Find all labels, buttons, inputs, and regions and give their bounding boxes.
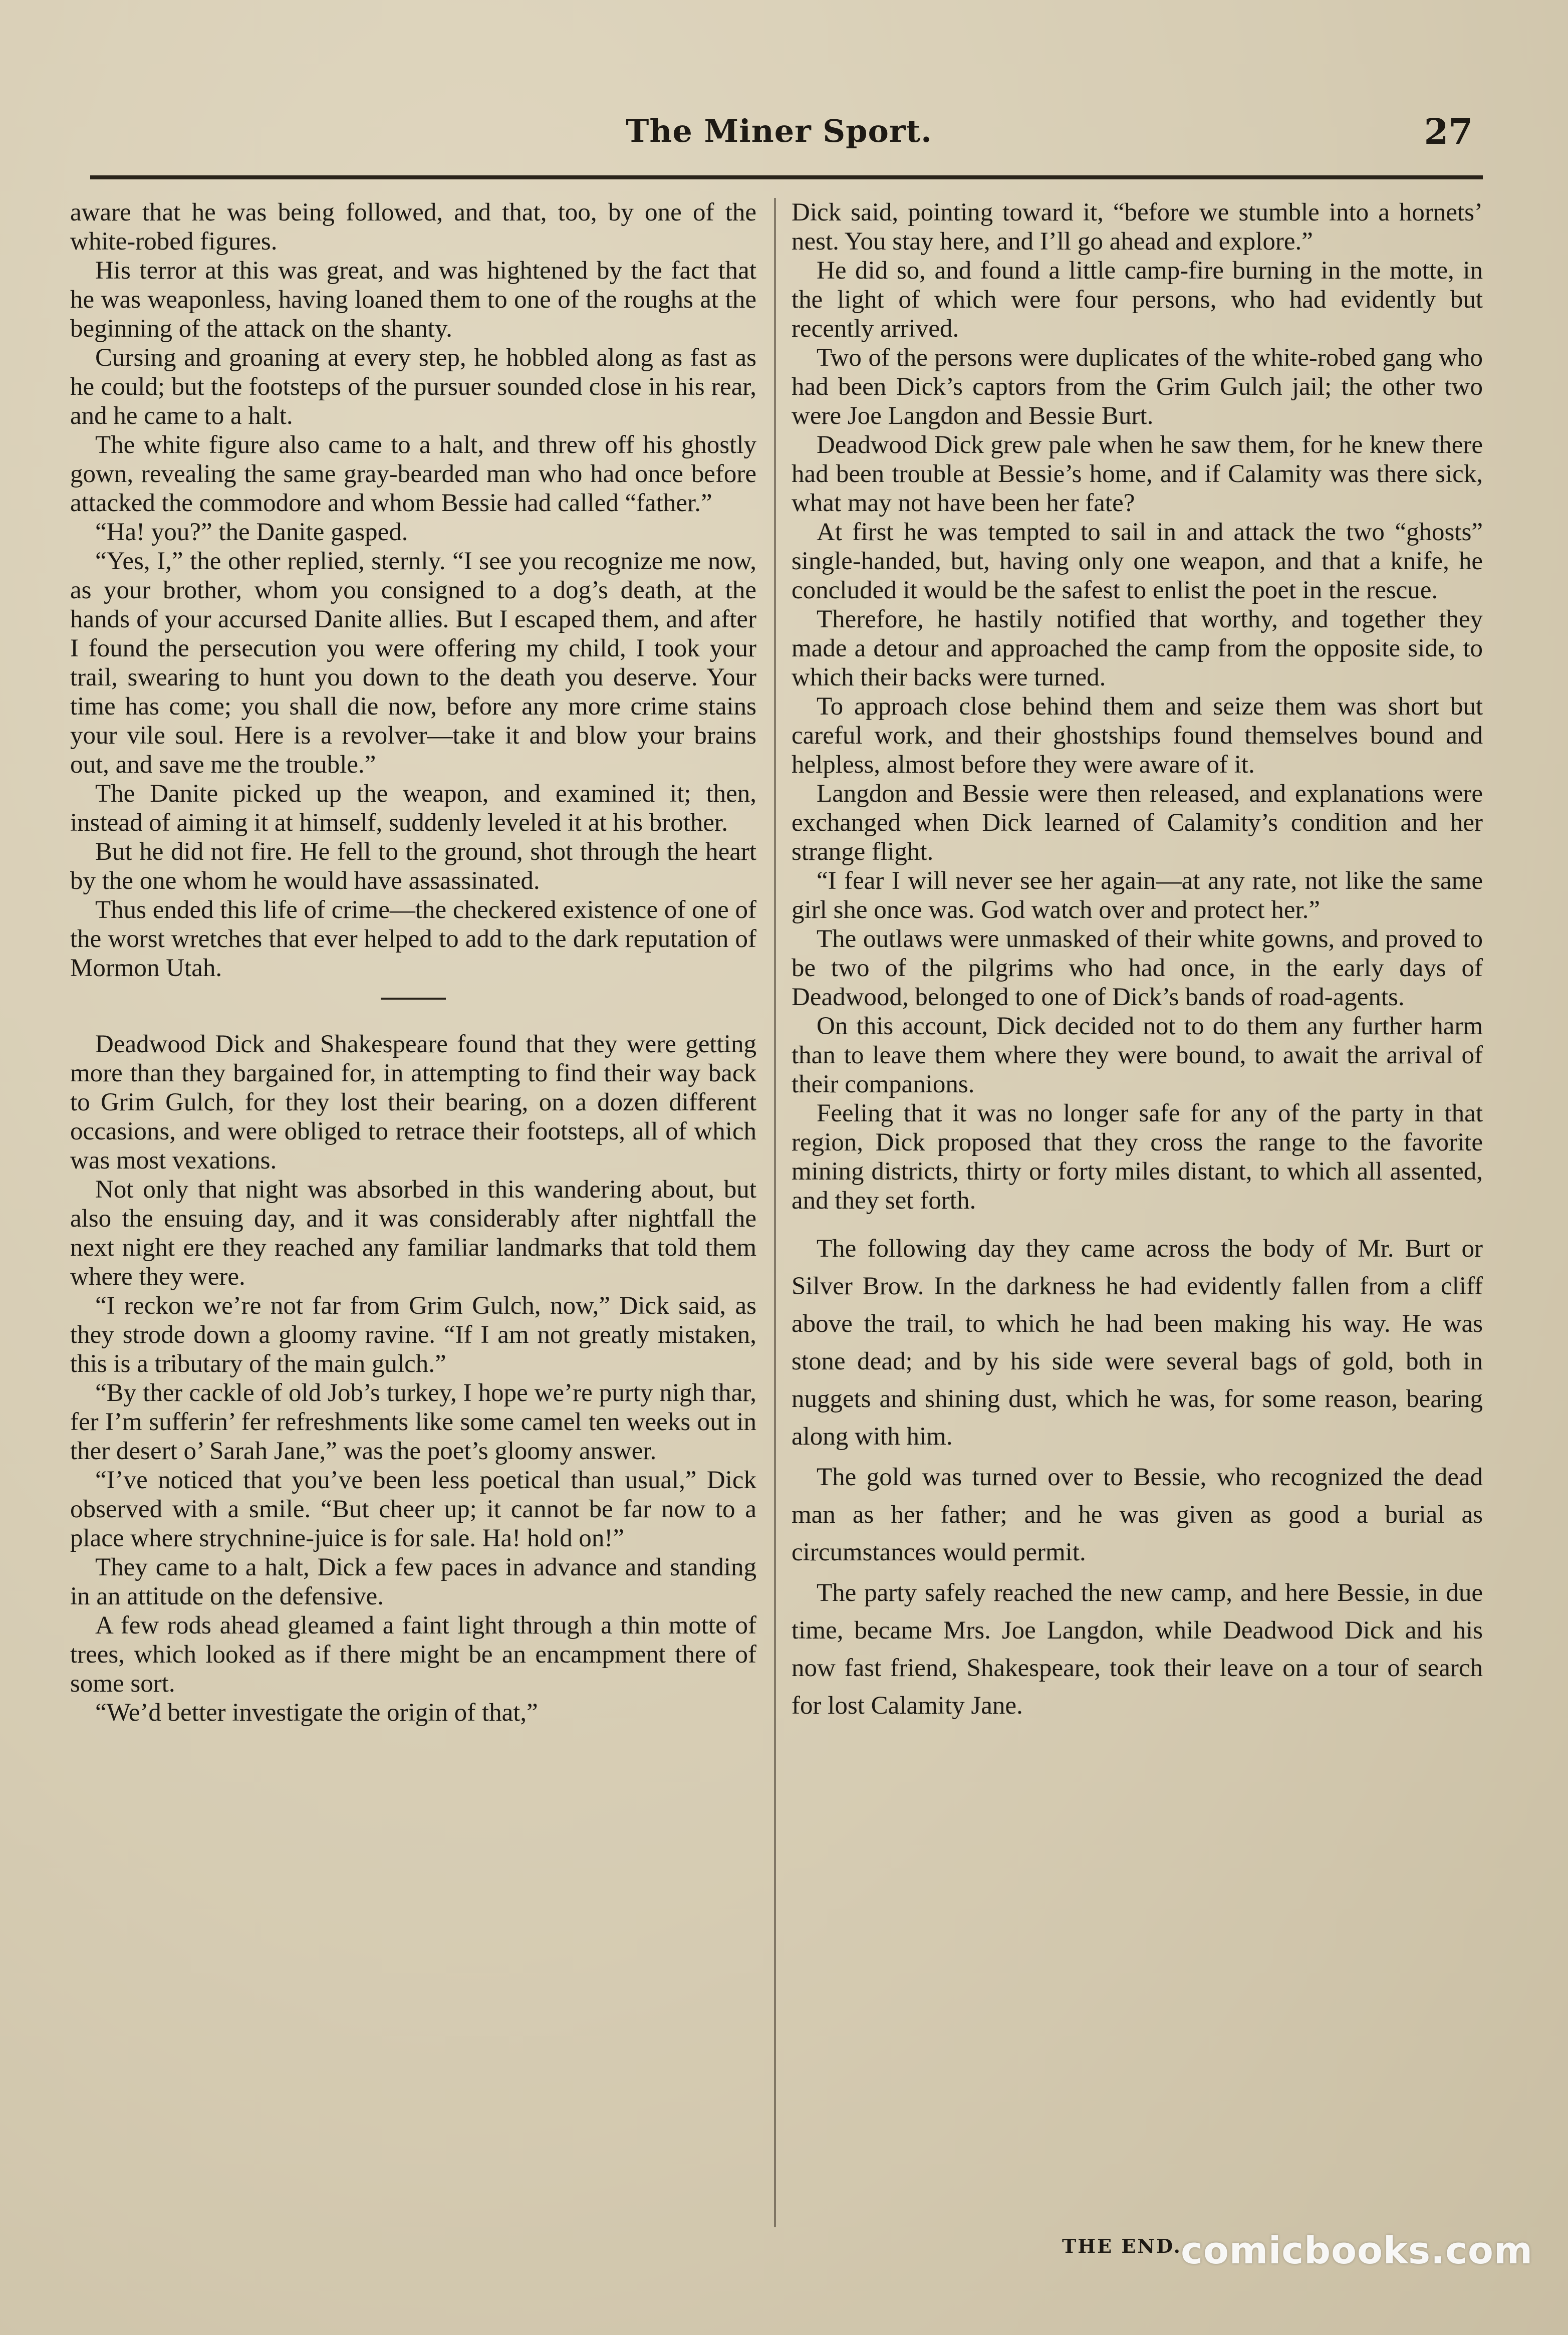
paragraph: Langdon and Bessie were then released, and explanations were exchanged when Dick learned of Calamity’s condition and her strange flight.: [792, 780, 1483, 866]
the-end-label: THE END.: [1062, 2235, 1182, 2257]
header-rule: [90, 175, 1483, 179]
paragraph: On this account, Dick decided not to do them any further harm than to leave them where they were bound, to await the arrival of their companions.: [792, 1012, 1483, 1098]
paragraph: Two of the persons were duplicates of the white-robed gang who had been Dick’s captors from the Grim Gulch jail; the other two were Joe Langdon and Bessie Burt.: [792, 344, 1483, 430]
page-title: The Miner Sport.: [626, 113, 932, 149]
paragraph: Cursing and groaning at every step, he hobbled along as fast as he could; but the footsteps of the pursuer sounded close in his rear, and he came to a halt.: [70, 344, 756, 430]
paragraph: Thus ended this life of crime—the checkered existence of one of the worst wretches that ever helped to add to the dark reputation of Mormon Utah.: [70, 896, 756, 982]
paragraph: A few rods ahead gleamed a faint light through a thin motte of trees, which looked as if there might be an encampment there of some sort.: [70, 1611, 756, 1698]
paragraph: The outlaws were unmasked of their white gowns, and proved to be two of the pilgrims who had once, in the early days of Deadwood, belonged to one of Dick’s bands of road-agents.: [792, 925, 1483, 1011]
paragraph: “Yes, I,” the other replied, sternly. “I see you recognize me now, as your brother, whom you consigned to a dog’s death, at the hands of your accursed Danite allies. But I escaped them, and after I found the persecution you were offering my child, I took your trail, swearing to hunt you down to the death you deserve. Your time has come; you shall die now, before any more crime stains your vile soul. Here is a revolver—take it and blow your brains out, and save me the trouble.”: [70, 547, 756, 779]
paragraph: At first he was tempted to sail in and attack the two “ghosts” single-handed, but, having only one weapon, and that a knife, he concluded it would be the safest to enlist the poet in the rescue.: [792, 518, 1483, 604]
paragraph: The following day they came across the body of Mr. Burt or Silver Brow. In the darkness he had evidently fallen from a cliff above the trail, to which he had been making his way. He was stone dead; and by his side were several bags of gold, both in nuggets and shining dust, which he was, for some reason, bearing along with him.: [792, 1235, 1483, 1451]
paragraph: The party safely reached the new camp, and here Bessie, in due time, became Mrs. Joe Langdon, while Deadwood Dick and his now fast friend, Shakespeare, took their leave on a tour of search for lost Calamity Jane.: [792, 1579, 1483, 1720]
page-number: 27: [1424, 111, 1473, 152]
paragraph: aware that he was being followed, and that, too, by one of the white-robed figures.: [70, 198, 756, 256]
paragraph: “Ha! you?” the Danite gasped.: [95, 518, 408, 546]
paragraph: Feeling that it was no longer safe for any of the party in that region, Dick proposed that they cross the range to the favorite mining districts, thirty or forty miles distant, to which all assented, and they set forth.: [792, 1099, 1483, 1215]
paragraph: The white figure also came to a halt, and threw off his ghostly gown, revealing the same gray-bearded man who had once before attacked the commodore and whom Bessie had called “father.”: [70, 431, 756, 517]
watermark: comicbooks.com: [1181, 2229, 1533, 2272]
paragraph: “By ther cackle of old Job’s turkey, I hope we’re purty nigh thar, fer I’m sufferin’ fer refreshments like some camel ten weeks out in ther desert o’ Sarah Jane,” was the poet’s gloomy answer.: [70, 1379, 756, 1465]
paragraph: “I’ve noticed that you’ve been less poetical than usual,” Dick observed with a smile. “But cheer up; it cannot be far now to a place where strychnine-juice is for sale. Ha! hold on!”: [70, 1466, 756, 1552]
paragraph: “I reckon we’re not far from Grim Gulch, now,” Dick said, as they strode down a gloomy ravine. “If I am not greatly mistaken, this is a tributary of the main gulch.”: [70, 1292, 756, 1378]
paragraph: He did so, and found a little camp-fire burning in the motte, in the light of which were four persons, who had evidently but recently arrived.: [792, 257, 1483, 343]
paragraph: Therefore, he hastily notified that worthy, and together they made a detour and approached the camp from the opposite side, to which their backs were turned.: [792, 605, 1483, 691]
paragraph: But he did not fire. He fell to the ground, shot through the heart by the one whom he would have assassinated.: [70, 838, 756, 895]
paragraph: His terror at this was great, and was hightened by the fact that he was weaponless, having loaned them to one of the roughs at the beginning of the attack on the shanty.: [70, 257, 756, 343]
paragraph: Deadwood Dick grew pale when he saw them, for he knew there had been trouble at Bessie’s home, and if Calamity was there sick, what may not have been her fate?: [792, 431, 1483, 517]
paragraph: To approach close behind them and seize them was short but careful work, and their ghostships found themselves bound and helpless, almost before they were aware of it.: [792, 692, 1483, 779]
column-divider: [774, 198, 776, 2227]
paragraph: They came to a halt, Dick a few paces in advance and standing in an attitude on the defensive.: [70, 1553, 756, 1610]
paragraph: “I fear I will never see her again—at any rate, not like the same girl she once was. God watch over and protect her.”: [792, 867, 1483, 924]
left-column: [70, 198, 756, 2227]
section-divider: [381, 998, 446, 1000]
paragraph: The Danite picked up the weapon, and examined it; then, instead of aiming it at himself, suddenly leveled it at his brother.: [70, 780, 756, 837]
paragraph: The gold was turned over to Bessie, who recognized the dead man as her father; and he was given as good a burial as circumstances would permit.: [792, 1463, 1483, 1566]
paragraph: Deadwood Dick and Shakespeare found that they were getting more than they bargained for, in attempting to find their way back to Grim Gulch, for they lost their bearing, on a dozen different occasions, and were obliged to retrace their footsteps, all of which was most vexations.: [70, 1030, 756, 1175]
paragraph: “We’d better investigate the origin of that,”: [95, 1699, 538, 1727]
paragraph: Dick said, pointing toward it, “before we stumble into a hornets’ nest. You stay here, and I’ll go ahead and explore.”: [792, 198, 1483, 256]
paragraph: Not only that night was absorbed in this wandering about, but also the ensuing day, and it was considerably after nightfall the next night ere they reached any familiar landmarks that told them where they were.: [70, 1176, 756, 1291]
right-column: [792, 198, 1483, 2227]
page-header: [75, 113, 1483, 178]
